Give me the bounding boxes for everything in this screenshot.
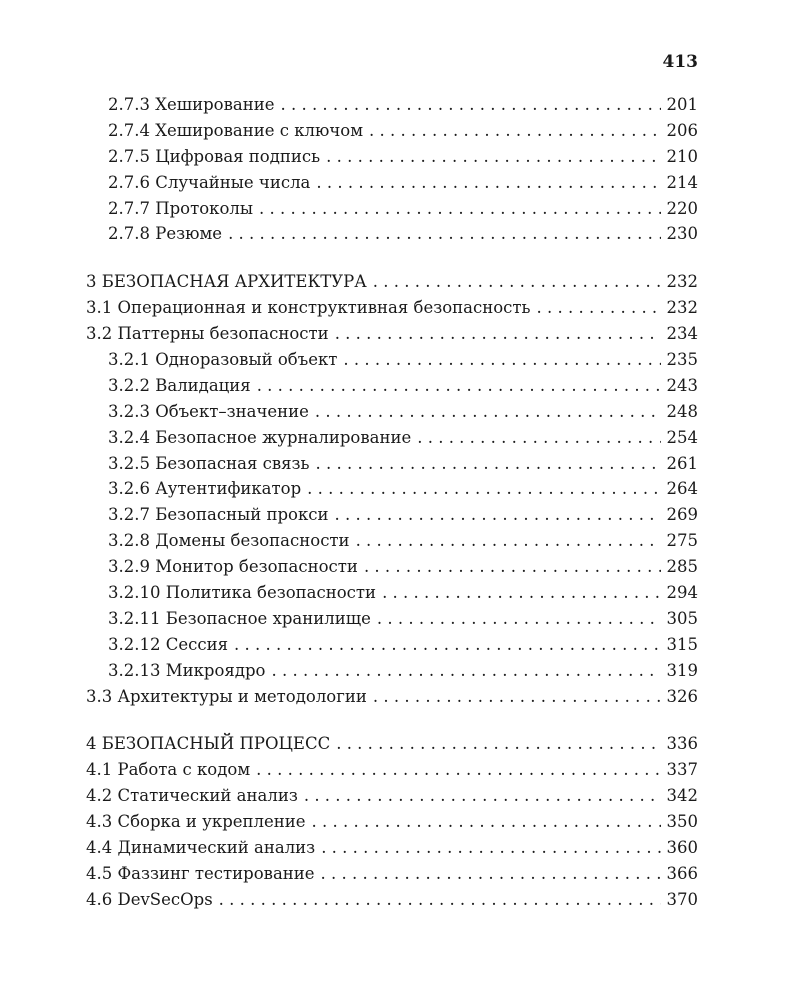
dot-leader	[335, 321, 661, 347]
toc-entry[interactable]	[86, 809, 698, 835]
toc-entry-title: 3.1 Операционная и конструктивная безопасность	[86, 298, 531, 318]
toc-entry[interactable]	[86, 321, 698, 347]
toc-entry-title: 4.4 Динамический анализ	[86, 838, 316, 858]
toc-entry[interactable]	[86, 684, 698, 710]
toc-entry-page: 319	[666, 660, 698, 680]
toc-entry[interactable]	[86, 554, 698, 580]
dot-leader	[417, 425, 660, 451]
dot-leader	[219, 887, 661, 913]
dot-leader	[312, 809, 661, 835]
toc-entry-page: 305	[666, 608, 698, 628]
toc-entry-title: 3.2.5 Безопасная связь	[108, 453, 310, 473]
toc-entry[interactable]	[86, 502, 698, 528]
dot-leader	[316, 451, 661, 477]
toc-entry-title: 4.2 Статический анализ	[86, 786, 298, 806]
dot-leader	[321, 835, 660, 861]
toc-chapter-entry[interactable]	[86, 731, 698, 757]
toc-entry-page: 342	[666, 786, 698, 806]
toc-entry-title: 3.2.10 Политика безопасности	[108, 583, 377, 603]
toc-entry-title: 3.2.13 Микроядро	[108, 660, 266, 680]
toc-entry-title: 2.7.4 Хеширование с ключом	[108, 120, 364, 140]
dot-leader	[336, 731, 660, 757]
dot-leader	[234, 632, 660, 658]
toc-entry-title: 2.7.3 Хеширование	[108, 95, 275, 114]
toc-entry[interactable]	[86, 606, 698, 632]
toc-entry-page: 232	[666, 298, 698, 318]
toc-entry[interactable]	[86, 118, 698, 144]
dot-leader	[259, 196, 660, 222]
dot-leader	[356, 528, 661, 554]
toc-entry-page: 336	[666, 734, 698, 754]
toc-entry-page: 264	[666, 479, 698, 499]
dot-leader	[315, 399, 661, 425]
dot-leader	[335, 502, 661, 528]
toc-entry[interactable]	[86, 196, 698, 222]
table-of-contents	[86, 92, 698, 913]
toc-entry[interactable]	[86, 425, 698, 451]
toc-entry-title: 2.7.5 Цифровая подпись	[108, 146, 321, 166]
dot-leader	[369, 118, 660, 144]
toc-entry-page: 214	[666, 172, 698, 192]
toc-entry-page: 232	[666, 272, 698, 292]
toc-entry-page: 206	[666, 120, 698, 140]
toc-entry-title: 3 БЕЗОПАСНАЯ АРХИТЕКТУРА	[86, 272, 367, 292]
toc-entry-title: 2.7.8 Резюме	[108, 224, 223, 244]
toc-entry[interactable]	[86, 144, 698, 170]
toc-entry-page: 370	[666, 889, 698, 909]
page-number: 413	[662, 52, 698, 72]
toc-entry-title: 3.2.6 Аутентификатор	[108, 479, 302, 499]
dot-leader	[326, 144, 660, 170]
toc-entry-page: 285	[666, 557, 698, 577]
toc-entry[interactable]	[86, 658, 698, 684]
toc-entry[interactable]	[86, 861, 698, 887]
dot-leader	[382, 580, 660, 606]
toc-entry-page: 230	[666, 224, 698, 244]
toc-entry[interactable]	[86, 347, 698, 373]
toc-entry-page: 315	[666, 634, 698, 654]
toc-entry-title: 3.3 Архитектуры и методологии	[86, 686, 367, 706]
toc-entry[interactable]	[86, 580, 698, 606]
toc-entry-page: 201	[666, 95, 698, 114]
dot-leader	[307, 476, 660, 502]
toc-entry[interactable]	[86, 399, 698, 425]
toc-entry[interactable]	[86, 887, 698, 913]
dot-leader	[321, 861, 661, 887]
dot-leader	[537, 295, 661, 321]
toc-entry-title: 4 БЕЗОПАСНЫЙ ПРОЦЕСС	[86, 734, 331, 754]
toc-entry-page: 254	[666, 427, 698, 447]
dot-leader	[364, 554, 661, 580]
toc-entry-page: 326	[666, 686, 698, 706]
toc-entry[interactable]	[86, 451, 698, 477]
dot-leader	[304, 783, 661, 809]
toc-entry-page: 243	[666, 375, 698, 395]
toc-entry[interactable]	[86, 92, 698, 118]
dot-leader	[272, 658, 661, 684]
toc-chapter-entry[interactable]	[86, 269, 698, 295]
toc-entry-title: 3.2.7 Безопасный прокси	[108, 505, 329, 525]
toc-entry-page: 360	[666, 838, 698, 858]
dot-leader	[256, 757, 660, 783]
toc-entry[interactable]	[86, 221, 698, 247]
toc-entry[interactable]	[86, 757, 698, 783]
toc-entry-page: 275	[666, 531, 698, 551]
toc-entry[interactable]	[86, 373, 698, 399]
toc-entry-title: 2.7.7 Протоколы	[108, 198, 254, 218]
toc-entry-title: 3.2.1 Одноразовый объект	[108, 350, 338, 370]
toc-entry-page: 350	[666, 812, 698, 832]
toc-entry-page: 269	[666, 505, 698, 525]
dot-leader	[280, 92, 660, 118]
toc-entry[interactable]	[86, 528, 698, 554]
toc-entry-title: 3.2.12 Сессия	[108, 634, 229, 654]
dot-leader	[316, 170, 660, 196]
toc-entry-title: 3.2.11 Безопасное хранилище	[108, 608, 371, 628]
toc-entry-title: 3.2.3 Объект–значение	[108, 401, 309, 421]
toc-entry-title: 4.1 Работа с кодом	[86, 760, 251, 780]
dot-leader	[377, 606, 661, 632]
toc-entry-title: 3.2.9 Монитор безопасности	[108, 557, 358, 577]
toc-entry-title: 4.5 Фаззинг тестирование	[86, 863, 315, 883]
toc-entry-page: 220	[666, 198, 698, 218]
dot-leader	[257, 373, 661, 399]
toc-entry-title: 3.2.4 Безопасное журналирование	[108, 427, 412, 447]
toc-entry-page: 235	[666, 350, 698, 370]
toc-entry[interactable]	[86, 783, 698, 809]
toc-entry-title: 3.2 Паттерны безопасности	[86, 324, 329, 344]
toc-entry[interactable]	[86, 295, 698, 321]
toc-entry-page: 248	[666, 401, 698, 421]
toc-entry-page: 261	[666, 453, 698, 473]
dot-leader	[373, 684, 661, 710]
dot-leader	[228, 221, 660, 247]
toc-entry-title: 4.3 Сборка и укрепление	[86, 812, 306, 832]
toc-entry-title: 2.7.6 Случайные числа	[108, 172, 311, 192]
toc-entry-title: 3.2.2 Валидация	[108, 375, 251, 395]
toc-entry-page: 210	[666, 146, 698, 166]
toc-entry[interactable]	[86, 632, 698, 658]
dot-leader	[343, 347, 660, 373]
toc-entry-page: 337	[666, 760, 698, 780]
toc-entry-title: 3.2.8 Домены безопасности	[108, 531, 350, 551]
toc-entry-page: 294	[666, 583, 698, 603]
toc-entry[interactable]	[86, 476, 698, 502]
toc-entry-title: 4.6 DevSecOps	[86, 889, 213, 909]
toc-entry[interactable]	[86, 170, 698, 196]
dot-leader	[373, 269, 661, 295]
toc-entry-page: 366	[666, 863, 698, 883]
toc-entry-page: 234	[666, 324, 698, 344]
toc-entry[interactable]	[86, 835, 698, 861]
